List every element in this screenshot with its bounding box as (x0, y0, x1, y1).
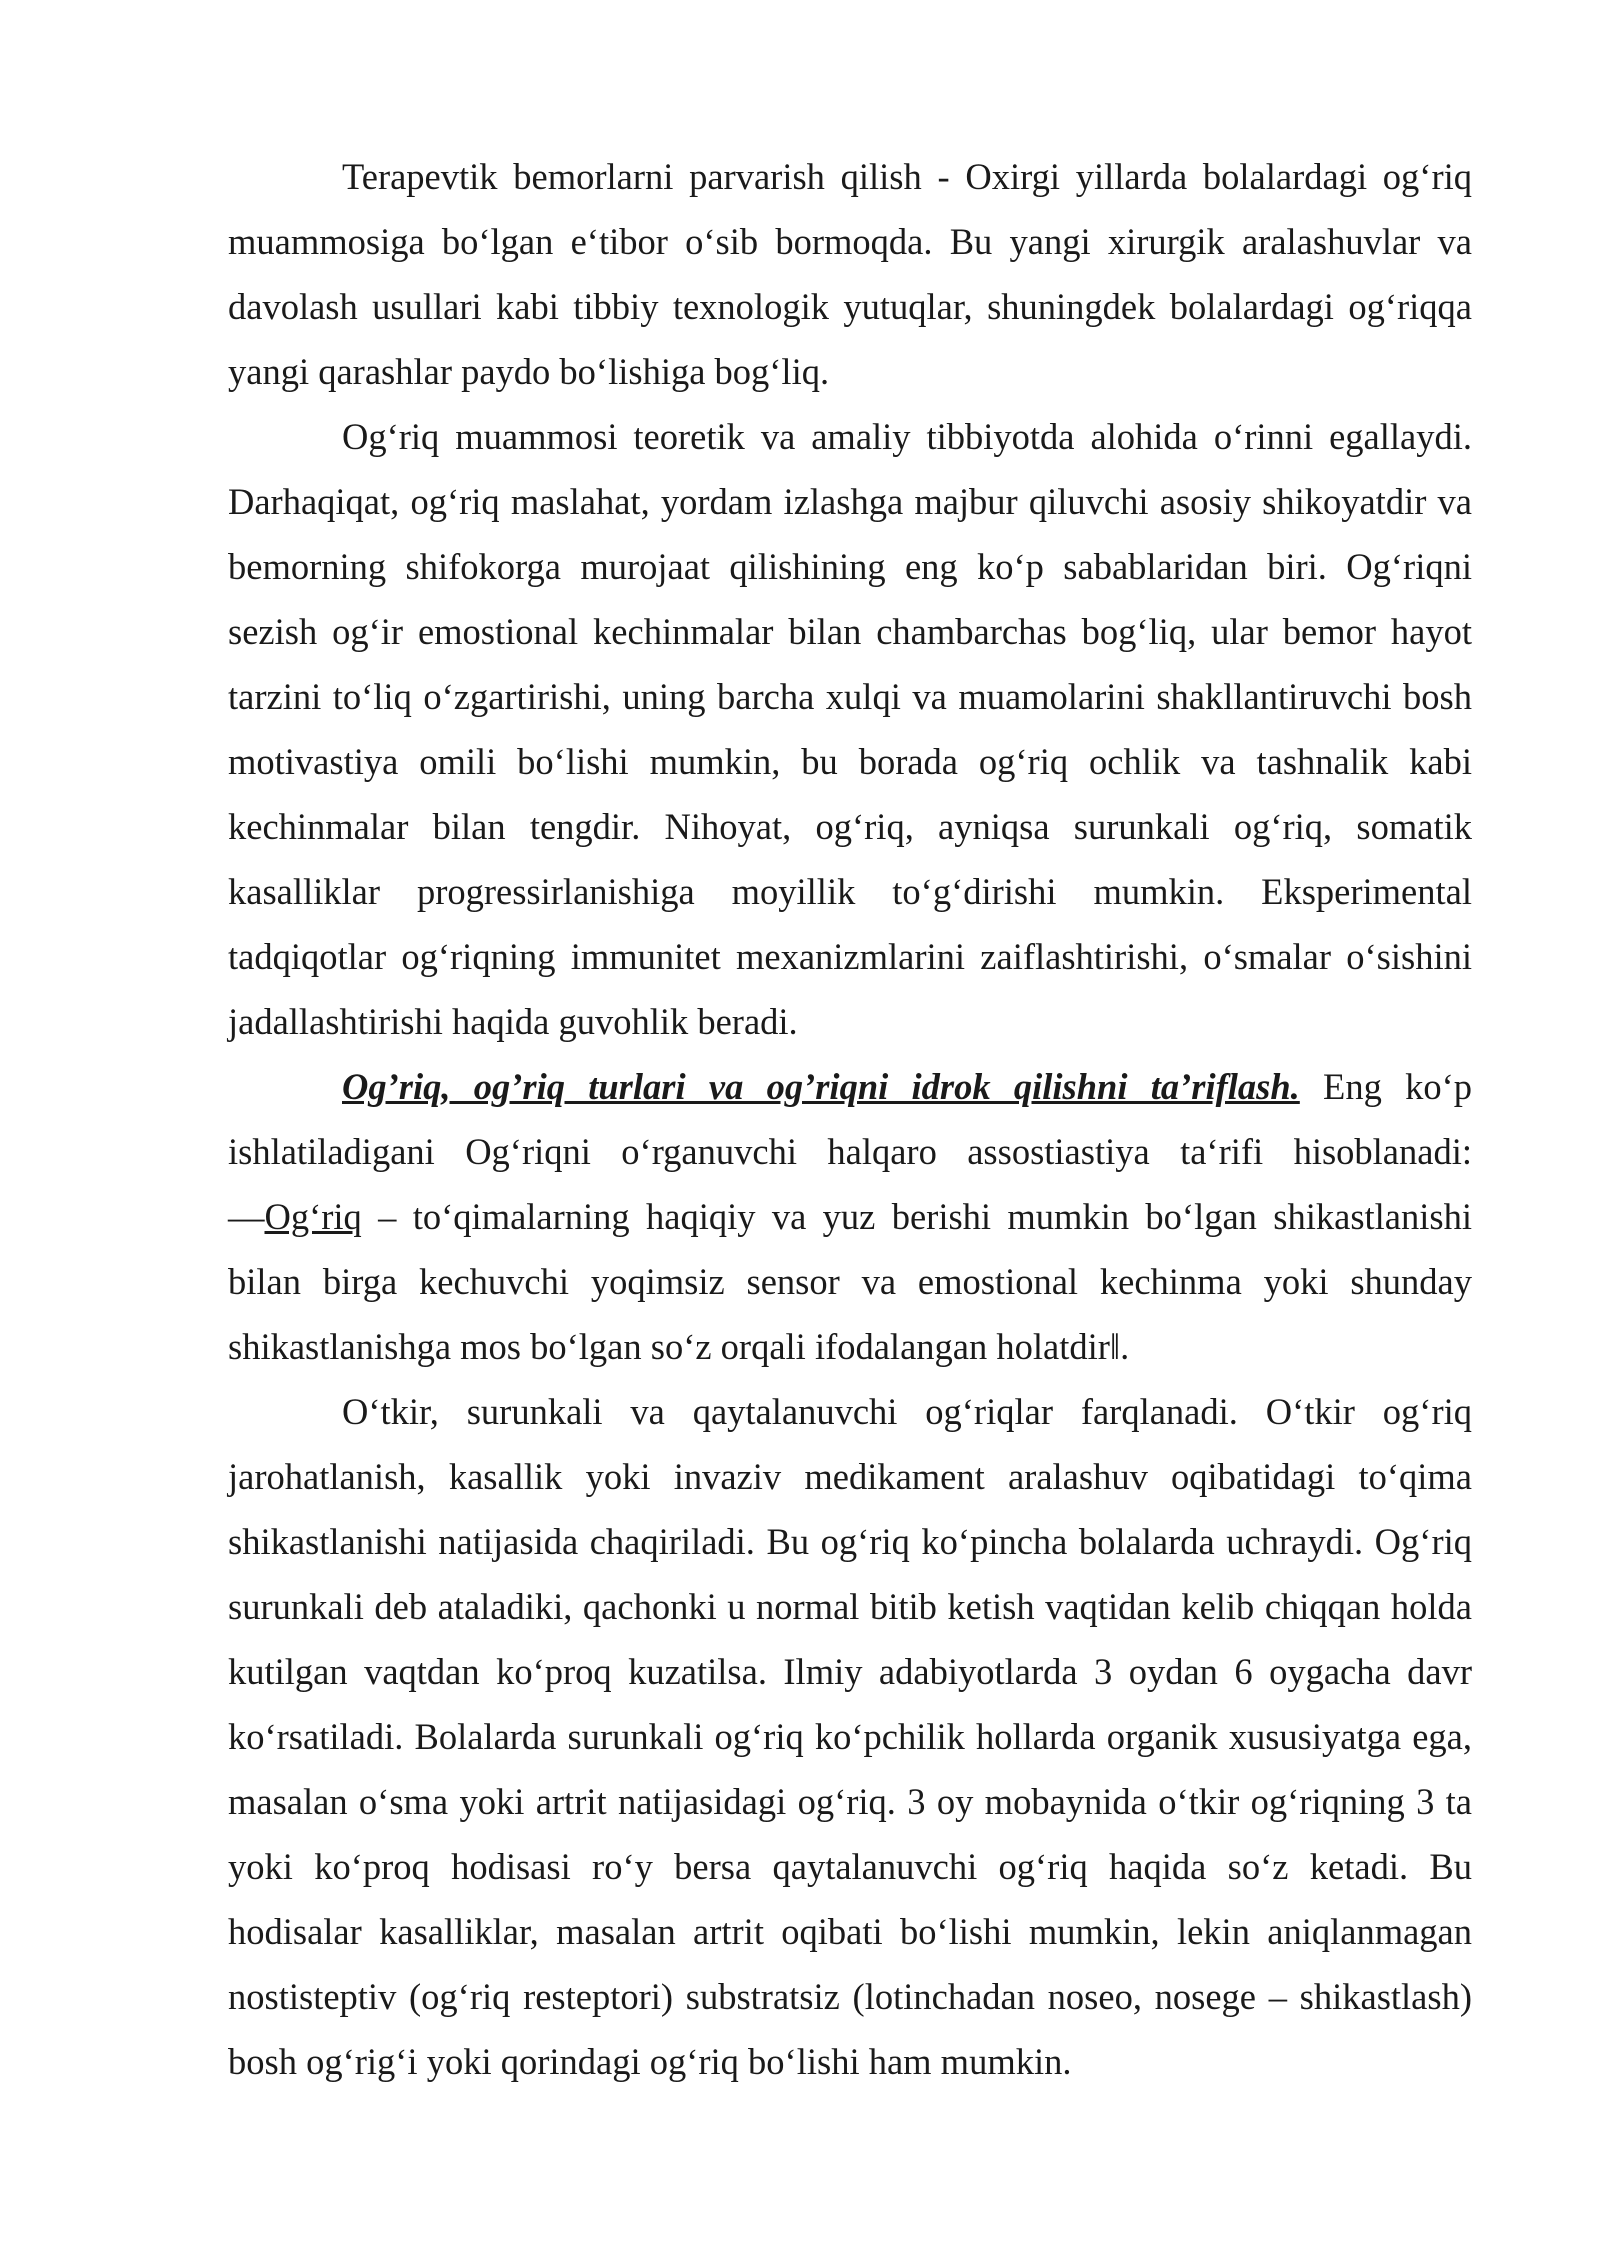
document-page (228, 144, 1472, 2094)
paragraph-pain-definition (228, 1054, 1472, 1379)
section-heading: Og’riq, og’riq turlari va og’riqni idrok qilishni ta’riflash. (342, 1066, 1300, 1107)
defined-term: Og‘riq (264, 1196, 362, 1237)
paragraph-intro: Terapevtik bemorlarni parvarish qilish - Oxirgi yillarda bolalardagi og‘riq muammosiga bo‘lgan e‘tibor o‘sib bormoqda. Bu yangi xirurgik aralashuvlar va davolash usullari kabi tibbiy texnologik yutuqlar, shuningdek bolalardagi og‘riqqa yangi qarashlar paydo bo‘lishiga bog‘liq. (228, 156, 1472, 392)
definition-text-after: – to‘qimalarning haqiqiy va yuz berishi mumkin bo‘lgan shikastlanishi bilan birga kechuvchi yoqimsiz sensor va emostional kechinma yoki shunday shikastlanishga mos bo‘lgan so‘z orqali ifodalangan holatdir‖. (228, 1196, 1472, 1367)
paragraph-pain-problem: Og‘riq muammosi teoretik va amaliy tibbiyotda alohida o‘rinni egallaydi. Darhaqiqat, og‘riq maslahat, yordam izlashga majbur qiluvchi asosiy shikoyatdir va bemorning shifokorga murojaat qilishining eng ko‘p sabablaridan biri. Og‘riqni sezish og‘ir emostional kechinmalar bilan chambarchas bog‘liq, ular bemor hayot tarzini to‘liq o‘zgartirishi, uning barcha xulqi va muamolarini shakllantiruvchi bosh motivastiya omili bo‘lishi mumkin, bu borada og‘riq ochlik va tashnalik kabi kechinmalar bilan tengdir. Nihoyat, og‘riq, ayniqsa surunkali og‘riq, somatik kasalliklar progressirlanishiga moyillik to‘g‘dirishi mumkin. Eksperimental tadqiqotlar og‘riqning immunitet mexanizmlarini zaiflashtirishi, o‘smalar o‘sishini jadallashtirishi haqida guvohlik beradi. (228, 416, 1472, 1042)
paragraph-pain-types: O‘tkir, surunkali va qaytalanuvchi og‘riqlar farqlanadi. O‘tkir og‘riq jarohatlanish, kasallik yoki invaziv medikament aralashuv oqibatidagi to‘qima shikastlanishi natijasida chaqiriladi. Bu og‘riq ko‘pincha bolalarda uchraydi. Og‘riq surunkali deb ataladiki, qachonki u normal bitib ketish vaqtidan kelib chiqqan holda kutilgan vaqtdan ko‘proq kuzatilsa. Ilmiy adabiyotlarda 3 oydan 6 oygacha davr ko‘rsatiladi. Bolalarda surunkali og‘riq ko‘pchilik hollarda organik xususiyatga ega, masalan o‘sma yoki artrit natijasidagi og‘riq. 3 oy mobaynida o‘tkir og‘riqning 3 ta yoki ko‘proq hodisasi ro‘y bersa qaytalanuvchi og‘riq haqida so‘z ketadi. Bu hodisalar kasalliklar, masalan artrit oqibati bo‘lishi mumkin, lekin aniqlanmagan nostisteptiv (og‘riq resteptori) substratsiz (lotinchadan noseo, nosege – shikastlash) bosh og‘rig‘i yoki qorindagi og‘riq bo‘lishi ham mumkin. (228, 1391, 1472, 2082)
definition-text-before: Eng ko‘p ishlatiladigani Og‘riqni o‘rganuvchi halqaro assostiastiya ta‘rifi hisoblanadi: ― (228, 1066, 1472, 1237)
